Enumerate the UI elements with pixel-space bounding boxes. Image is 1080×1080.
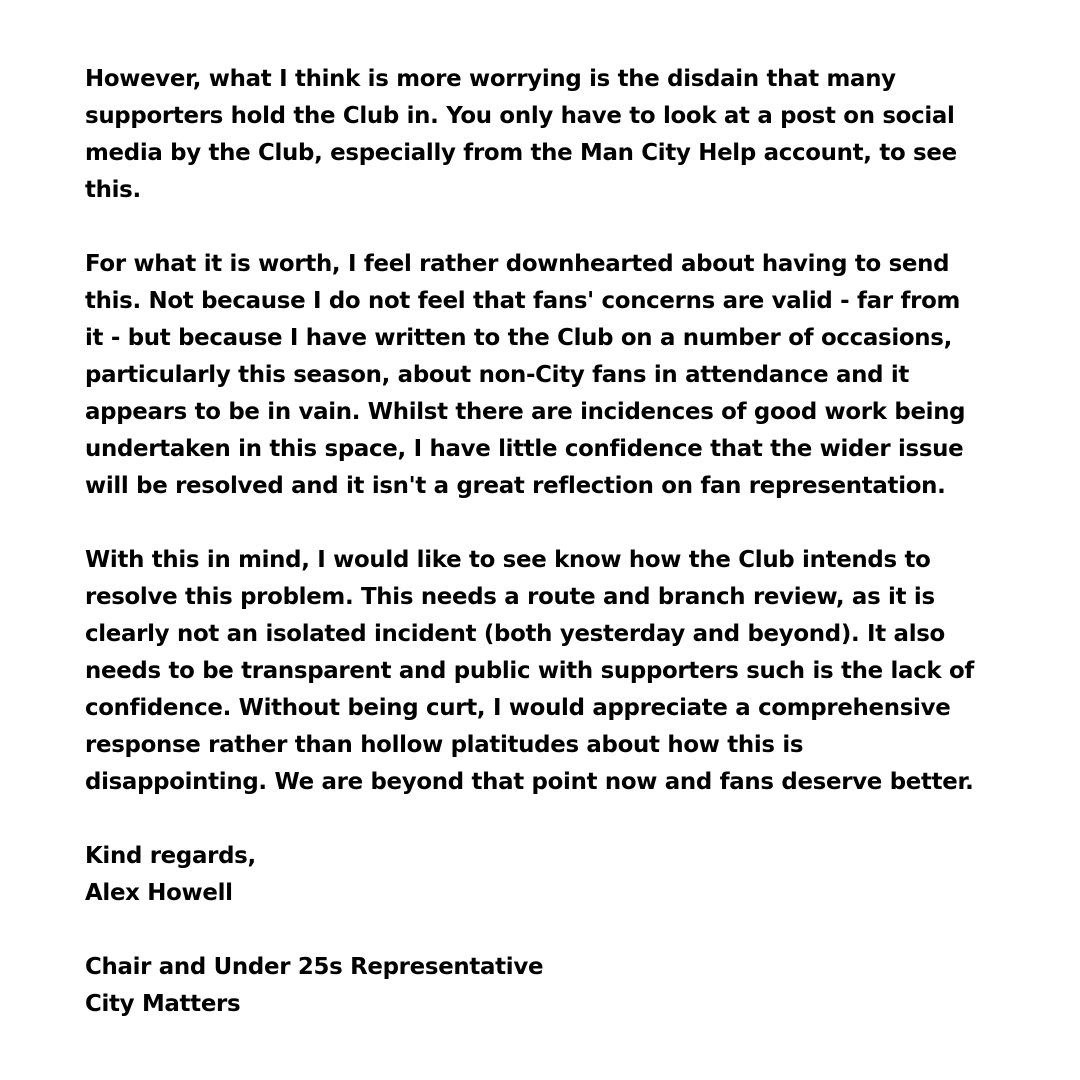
paragraph-line: With this in mind, I would like to see know how the Club intends to [85, 547, 931, 573]
paragraph-line: needs to be transparent and public with supporters such is the lack of [85, 658, 975, 684]
paragraph-line: supporters hold the Club in. You only have to look at a post on social [85, 103, 955, 129]
paragraph-line: confidence. Without being curt, I would appreciate a comprehensive [85, 695, 951, 721]
paragraph-line: it - but because I have written to the Club on a number of occasions, [85, 325, 952, 351]
letter-body [85, 61, 1000, 1060]
paragraph-line: For what it is worth, I feel rather downhearted about having to send [85, 251, 950, 277]
paragraph-line: However, what I think is more worrying is the disdain that many [85, 66, 896, 92]
letter-paragraph-1 [85, 61, 1000, 209]
paragraph-line: undertaken in this space, I have little confidence that the wider issue [85, 436, 964, 462]
letter-paragraph-2 [85, 246, 1000, 505]
closing-text: Kind regards, [85, 843, 256, 869]
paragraph-line: this. [85, 177, 141, 203]
paragraph-line: disappointing. We are beyond that point now and fans deserve better. [85, 769, 974, 795]
paragraph-line: appears to be in vain. Whilst there are incidences of good work being [85, 399, 966, 425]
paragraph-line: clearly not an isolated incident (both yesterday and beyond). It also [85, 621, 945, 647]
signatory-title: Chair and Under 25s Representative [85, 954, 544, 980]
paragraph-line: response rather than hollow platitudes about how this is [85, 732, 804, 758]
paragraph-line: media by the Club, especially from the Man City Help account, to see [85, 140, 957, 166]
paragraph-line: this. Not because I do not feel that fans' concerns are valid - far from [85, 288, 961, 314]
paragraph-line: will be resolved and it isn't a great reflection on fan representation. [85, 473, 946, 499]
letter-signoff [85, 838, 1000, 912]
letter-paragraph-3 [85, 542, 1000, 801]
organisation-name: City Matters [85, 991, 241, 1017]
signature-name: Alex Howell [85, 880, 233, 906]
letter-role-block [85, 949, 1000, 1023]
paragraph-line: particularly this season, about non-City fans in attendance and it [85, 362, 910, 388]
paragraph-line: resolve this problem. This needs a route and branch review, as it is [85, 584, 935, 610]
